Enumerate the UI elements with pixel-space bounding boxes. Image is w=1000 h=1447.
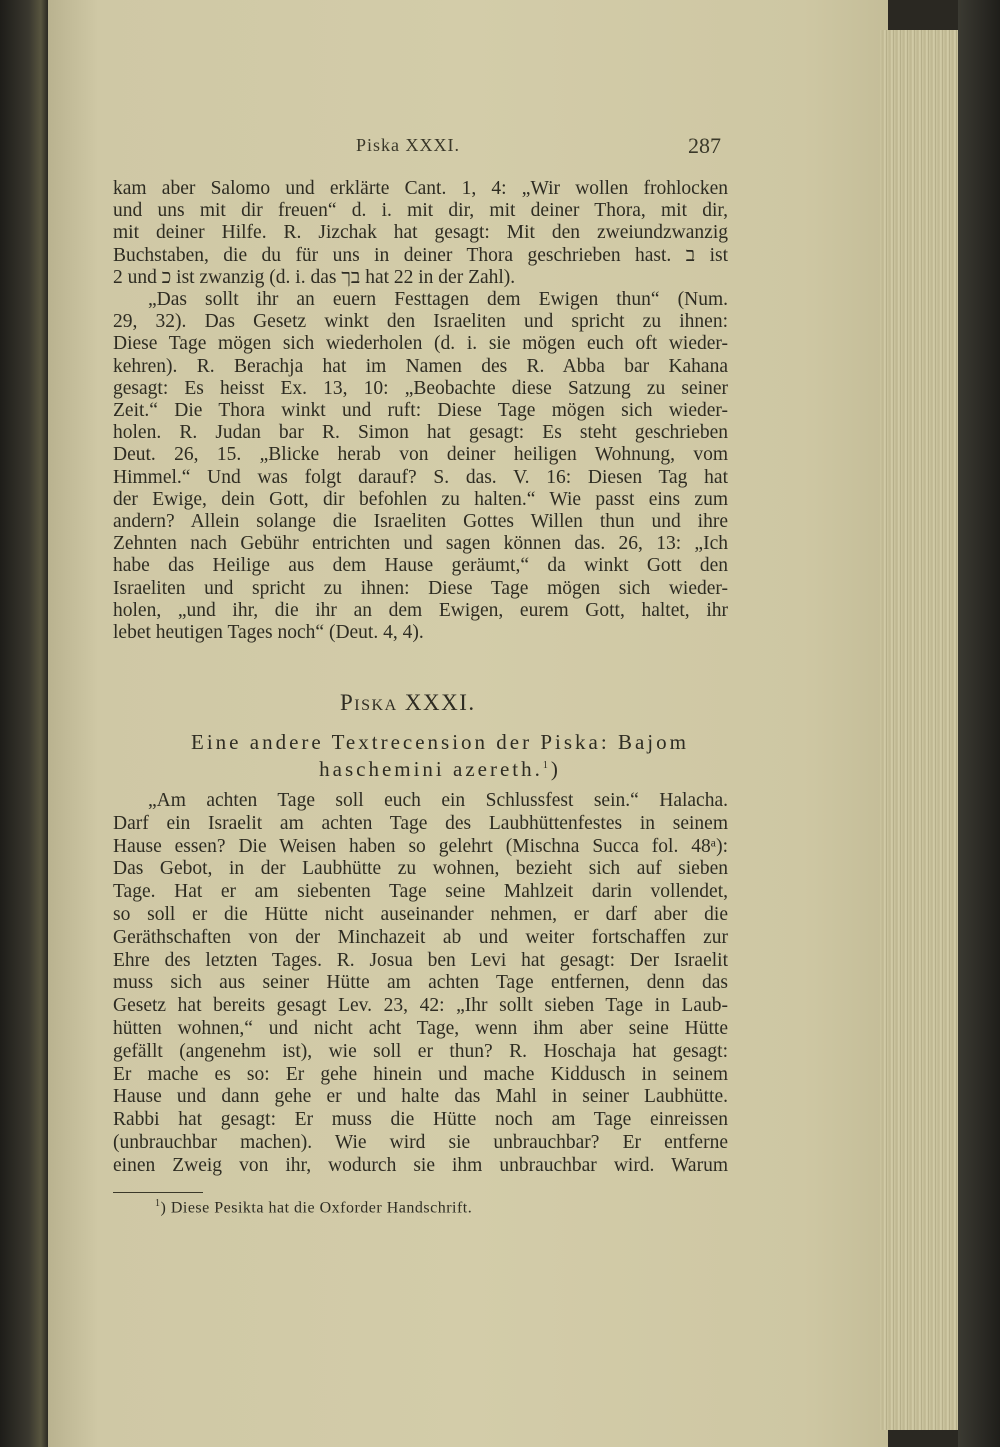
text-line: habe das Heilige aus dem Hause geräumt,“ da winkt Gott den (113, 555, 728, 577)
footnote-ref: 1 (542, 760, 551, 771)
text-line: Diese Tage mögen sich wiederholen (d. i. sie mögen euch oft wieder- (113, 333, 728, 355)
footnote (155, 1198, 472, 1217)
text-line: Tage. Hat er am siebenten Tage seine Mahlzeit darin vollendet, (113, 881, 728, 903)
text-line: lebet heutigen Tages noch“ (Deut. 4, 4). (113, 622, 424, 643)
running-head: Piska XXXI. (356, 135, 460, 155)
section-title (340, 690, 476, 716)
text-line: gefällt (angenehm ist), wie soll er thun? R. Hoschaja hat gesagt: (113, 1040, 728, 1062)
text-line: gesagt: Es heisst Ex. 13, 10: „Beobachte diese Satzung zu seiner (113, 377, 728, 399)
text-line: Darf ein Israelit am achten Tage des Laubhüttenfestes in seinem (113, 812, 728, 834)
page-number: 287 (688, 133, 721, 158)
text-line: holen, „und ihr, die ihr an dem Ewigen, eurem Gott, haltet, ihr (113, 599, 728, 621)
text-line: 2 und כ ist zwanzig (d. i. das בך hat 22 in der Zahl). (113, 266, 516, 288)
footnote-divider (113, 1192, 203, 1193)
text-line: kehren). R. Berachja hat im Namen des R. Abba bar Kahana (113, 355, 728, 377)
book-binding-left (0, 0, 48, 1447)
text-line: andern? Allein solange die Israeliten Gottes Willen thun und ihre (113, 511, 728, 532)
text-line: mit deiner Hilfe. R. Jizchak hat gesagt: Mit den zweiundzwanzig (113, 222, 728, 244)
book-cover-right (958, 0, 1000, 1447)
text-line: hütten wohnen,“ und nicht acht Tage, wenn ihm aber seine Hütte (113, 1018, 728, 1039)
text-line: Das Gebot, in der Laubhütte zu wohnen, bezieht sich auf sieben (113, 858, 728, 880)
text-line: der Ewige, dein Gott, dir befohlen zu halten.“ Wie passt eins zum (113, 488, 728, 510)
text-line: Deut. 26, 15. „Blicke herab von deiner heiligen Wohnung, vom (113, 444, 728, 466)
text-line: (unbrauchbar machen). Wie wird sie unbrauchbar? Er entferne (113, 1132, 728, 1153)
footnote-text: ) Diese Pesikta hat die Oxforder Handschrift. (160, 1199, 473, 1217)
text-line: Ehre des letzten Tages. R. Josua ben Levi hat gesagt: Der Israelit (113, 949, 728, 971)
text-line: Himmel.“ Und was folgt darauf? S. das. V. 16: Diesen Tag hat (113, 466, 728, 488)
text-line: Zehnten nach Gebühr entrichten und sagen können das. 26, 13: „Ich (113, 533, 728, 555)
subtitle-text: haschemini azereth. (319, 757, 543, 781)
text-line: muss sich aus seiner Hütte am achten Tage entfernen, denn das (113, 972, 728, 994)
page-edges (880, 30, 960, 1430)
text-line: Hause essen? Die Weisen haben so gelehrt (Mischna Succa fol. 48ᵃ): (113, 835, 728, 857)
text-line: Zeit.“ Die Thora winkt und ruft: Diese Tage mögen sich wieder- (113, 400, 728, 421)
text-line: „Am achten Tage soll euch ein Schlussfest sein.“ Halacha. (148, 790, 728, 811)
text-line: „Das sollt ihr an euern Festtagen dem Ewigen thun“ (Num. (148, 289, 728, 310)
text-line: und uns mit dir freuen“ d. i. mit dir, mit deiner Thora, mit dir, (113, 200, 728, 222)
text-line: Rabbi hat gesagt: Er muss die Hütte noch am Tage einreissen (113, 1109, 728, 1131)
text-line: Geräthschaften von der Minchazeit ab und weiter fortschaffen zur (113, 926, 728, 948)
text-line: so soll er die Hütte nicht auseinander nehmen, er darf aber die (113, 904, 728, 925)
text-line: Israeliten und spricht zu ihnen: Diese Tage mögen sich wieder- (113, 577, 728, 599)
text-line: Buchstaben, die du für uns in deiner Thora geschrieben hast. ב ist (113, 244, 728, 266)
text-line: Gesetz hat bereits gesagt Lev. 23, 42: „Ihr sollt sieben Tage in Laub- (113, 995, 728, 1017)
text-line: einen Zweig von ihr, wodurch sie ihm unbrauchbar wird. Warum (113, 1154, 728, 1176)
text-line: Hause und dann gehe er und halte das Mahl in seiner Laubhütte. (113, 1086, 728, 1108)
section-subtitle-line-2: haschemini azereth.$^1$) (319, 757, 561, 781)
text-line: Er mache es so: Er gehe hinein und mache Kiddusch in seinem (113, 1063, 728, 1085)
footnote-mark: 1 (155, 1198, 161, 1209)
text-line: 29, 32). Das Gesetz winkt den Israeliten und spricht zu ihnen: (113, 311, 728, 333)
text-line: kam aber Salomo und erklärte Cant. 1, 4: „Wir wollen frohlocken (113, 178, 728, 199)
text-line: holen. R. Judan bar R. Simon hat gesagt: Es steht geschrieben (113, 422, 728, 444)
section-title-word: Piska (340, 690, 398, 715)
section-subtitle-line-1: Eine andere Textrecension der Piska: Bajom (191, 730, 689, 754)
section-title-number: XXXI. (404, 690, 476, 715)
